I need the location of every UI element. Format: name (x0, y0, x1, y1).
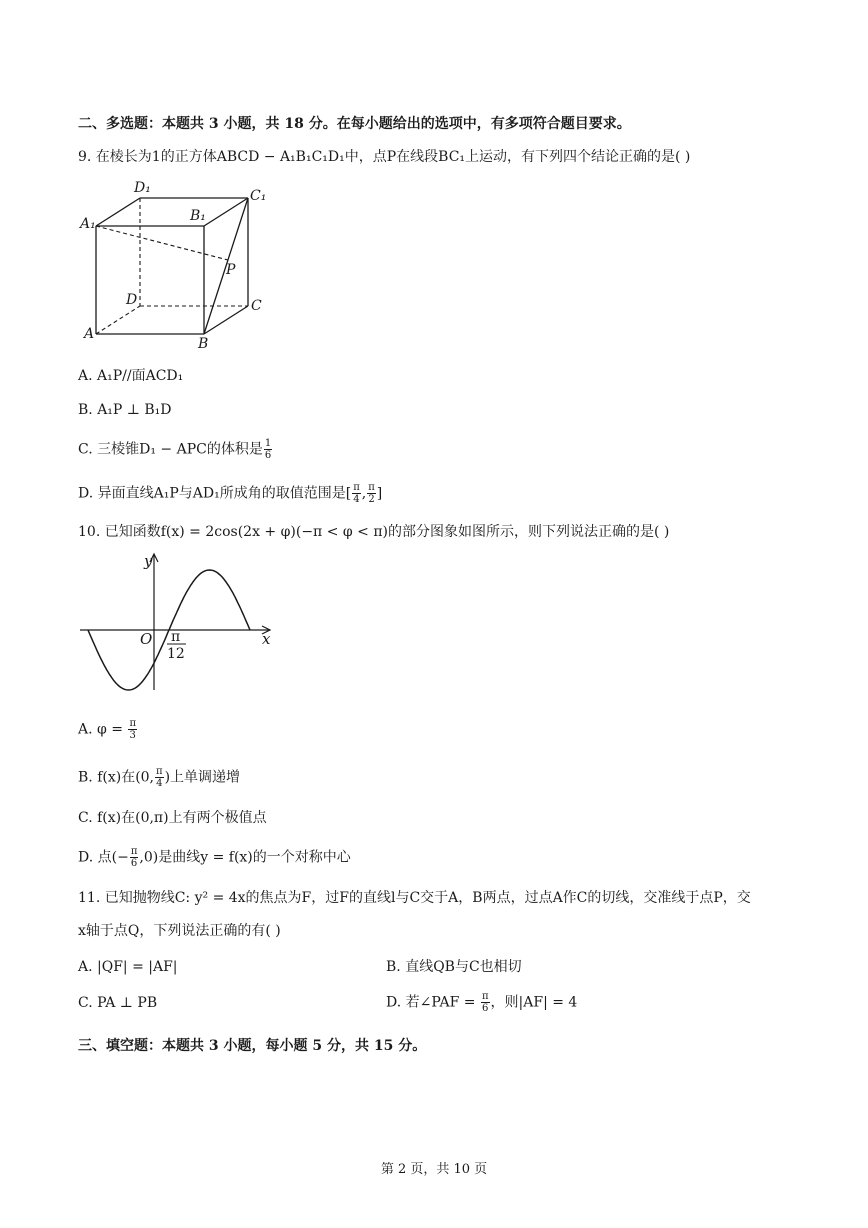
label-origin: O (140, 630, 153, 648)
q9-option-d-close: ] (376, 485, 383, 502)
question-11-stem-line-2: x轴于点Q，下列说法正确的有( ) (78, 923, 281, 939)
q11-option-b: B. 直线QB与C也相切 (386, 959, 522, 975)
label-x-axis: x (262, 630, 271, 648)
q10-option-d-fraction: $\frac{\pi}{6}$ (130, 846, 138, 869)
q9-option-d-fraction-2: $\frac{\pi}{2}$ (368, 482, 375, 505)
question-10-stem: 10. 已知函数f(x) = 2cos(2x + φ)(−π < φ < π)的部分图象如图所示，则下列说法正确的是( ) (78, 524, 670, 540)
q9-option-d (78, 482, 382, 505)
cube-figure (78, 176, 278, 354)
section-heading-fill-in: 三、填空题：本题共 3 小题，每小题 5 分，共 15 分。 (78, 1038, 427, 1054)
question-9-stem: 9. 在棱长为1的正方体ABCD − A₁B₁C₁D₁中，点P在线段BC₁上运动，有下列四个结论正确的是( ) (78, 149, 691, 165)
label-B: B (198, 336, 209, 352)
q9-option-c-text: C. 三棱锥D₁ − APC的体积是 (78, 441, 263, 458)
label-C: C (251, 298, 262, 314)
q11-option-d-text: D. 若∠PAF = (386, 994, 480, 1011)
q10-option-a-text: A. φ = (78, 721, 128, 738)
label-C1: C₁ (250, 188, 267, 204)
q9-option-d-sep: , (361, 485, 367, 502)
q9-option-d-text: D. 异面直线A₁P与AD₁所成角的取值范围是[ (78, 485, 352, 502)
label-D: D (126, 292, 138, 308)
label-P: P (226, 262, 236, 278)
section-heading-multiple-choice: 二、多选题：本题共 3 小题，共 18 分。在每小题给出的选项中，有多项符合题目要求。 (78, 116, 631, 132)
question-11-stem-line-1: 11. 已知抛物线C: y² = 4x的焦点为F，过F的直线l与C交于A，B两点，过点A作C的切线，交准线于点P，交 (78, 890, 751, 906)
q10-option-d-text: D. 点(− (78, 849, 129, 866)
tick-denominator: 12 (167, 646, 185, 662)
q9-option-d-fraction-1: $\frac{\pi}{4}$ (353, 482, 360, 505)
q10-option-c: C. f(x)在(0,π)上有两个极值点 (78, 810, 267, 826)
page-footer: 第 2 页，共 10 页 (380, 1162, 488, 1177)
q10-option-a-fraction: $\frac{\pi}{3}$ (129, 718, 137, 741)
label-D1: D₁ (134, 180, 151, 196)
q11-option-d-fraction: $\frac{\pi}{6}$ (481, 991, 489, 1014)
q10-option-d-suffix: ,0)是曲线y = f(x)的一个对称中心 (139, 849, 351, 866)
q9-option-b: B. A₁P ⊥ B₁D (78, 402, 172, 418)
q11-option-d-suffix: ，则|AF| = 4 (490, 994, 578, 1011)
q11-option-d (386, 991, 577, 1014)
q11-option-a: A. |QF| = |AF| (78, 959, 178, 975)
label-A1: A₁ (80, 216, 96, 232)
q11-option-c: C. PA ⊥ PB (78, 995, 158, 1011)
cosine-graph-figure (78, 548, 278, 698)
tick-numerator: π (171, 629, 181, 645)
label-y-axis: y (144, 552, 153, 570)
q10-option-a (78, 718, 138, 741)
q10-option-b-fraction: $\frac{\pi}{4}$ (156, 766, 163, 789)
q9-option-c-fraction: $\frac{1}{6}$ (264, 438, 272, 461)
q10-option-d (78, 846, 351, 869)
label-A: A (84, 326, 95, 342)
q9-option-c (78, 438, 273, 461)
q10-option-b-text: B. f(x)在(0, (78, 769, 155, 786)
q10-option-b (78, 766, 240, 789)
label-B1: B₁ (190, 208, 206, 224)
q9-option-a: A. A₁P//面ACD₁ (78, 368, 184, 384)
q10-option-b-suffix: )上单调递增 (164, 769, 241, 786)
